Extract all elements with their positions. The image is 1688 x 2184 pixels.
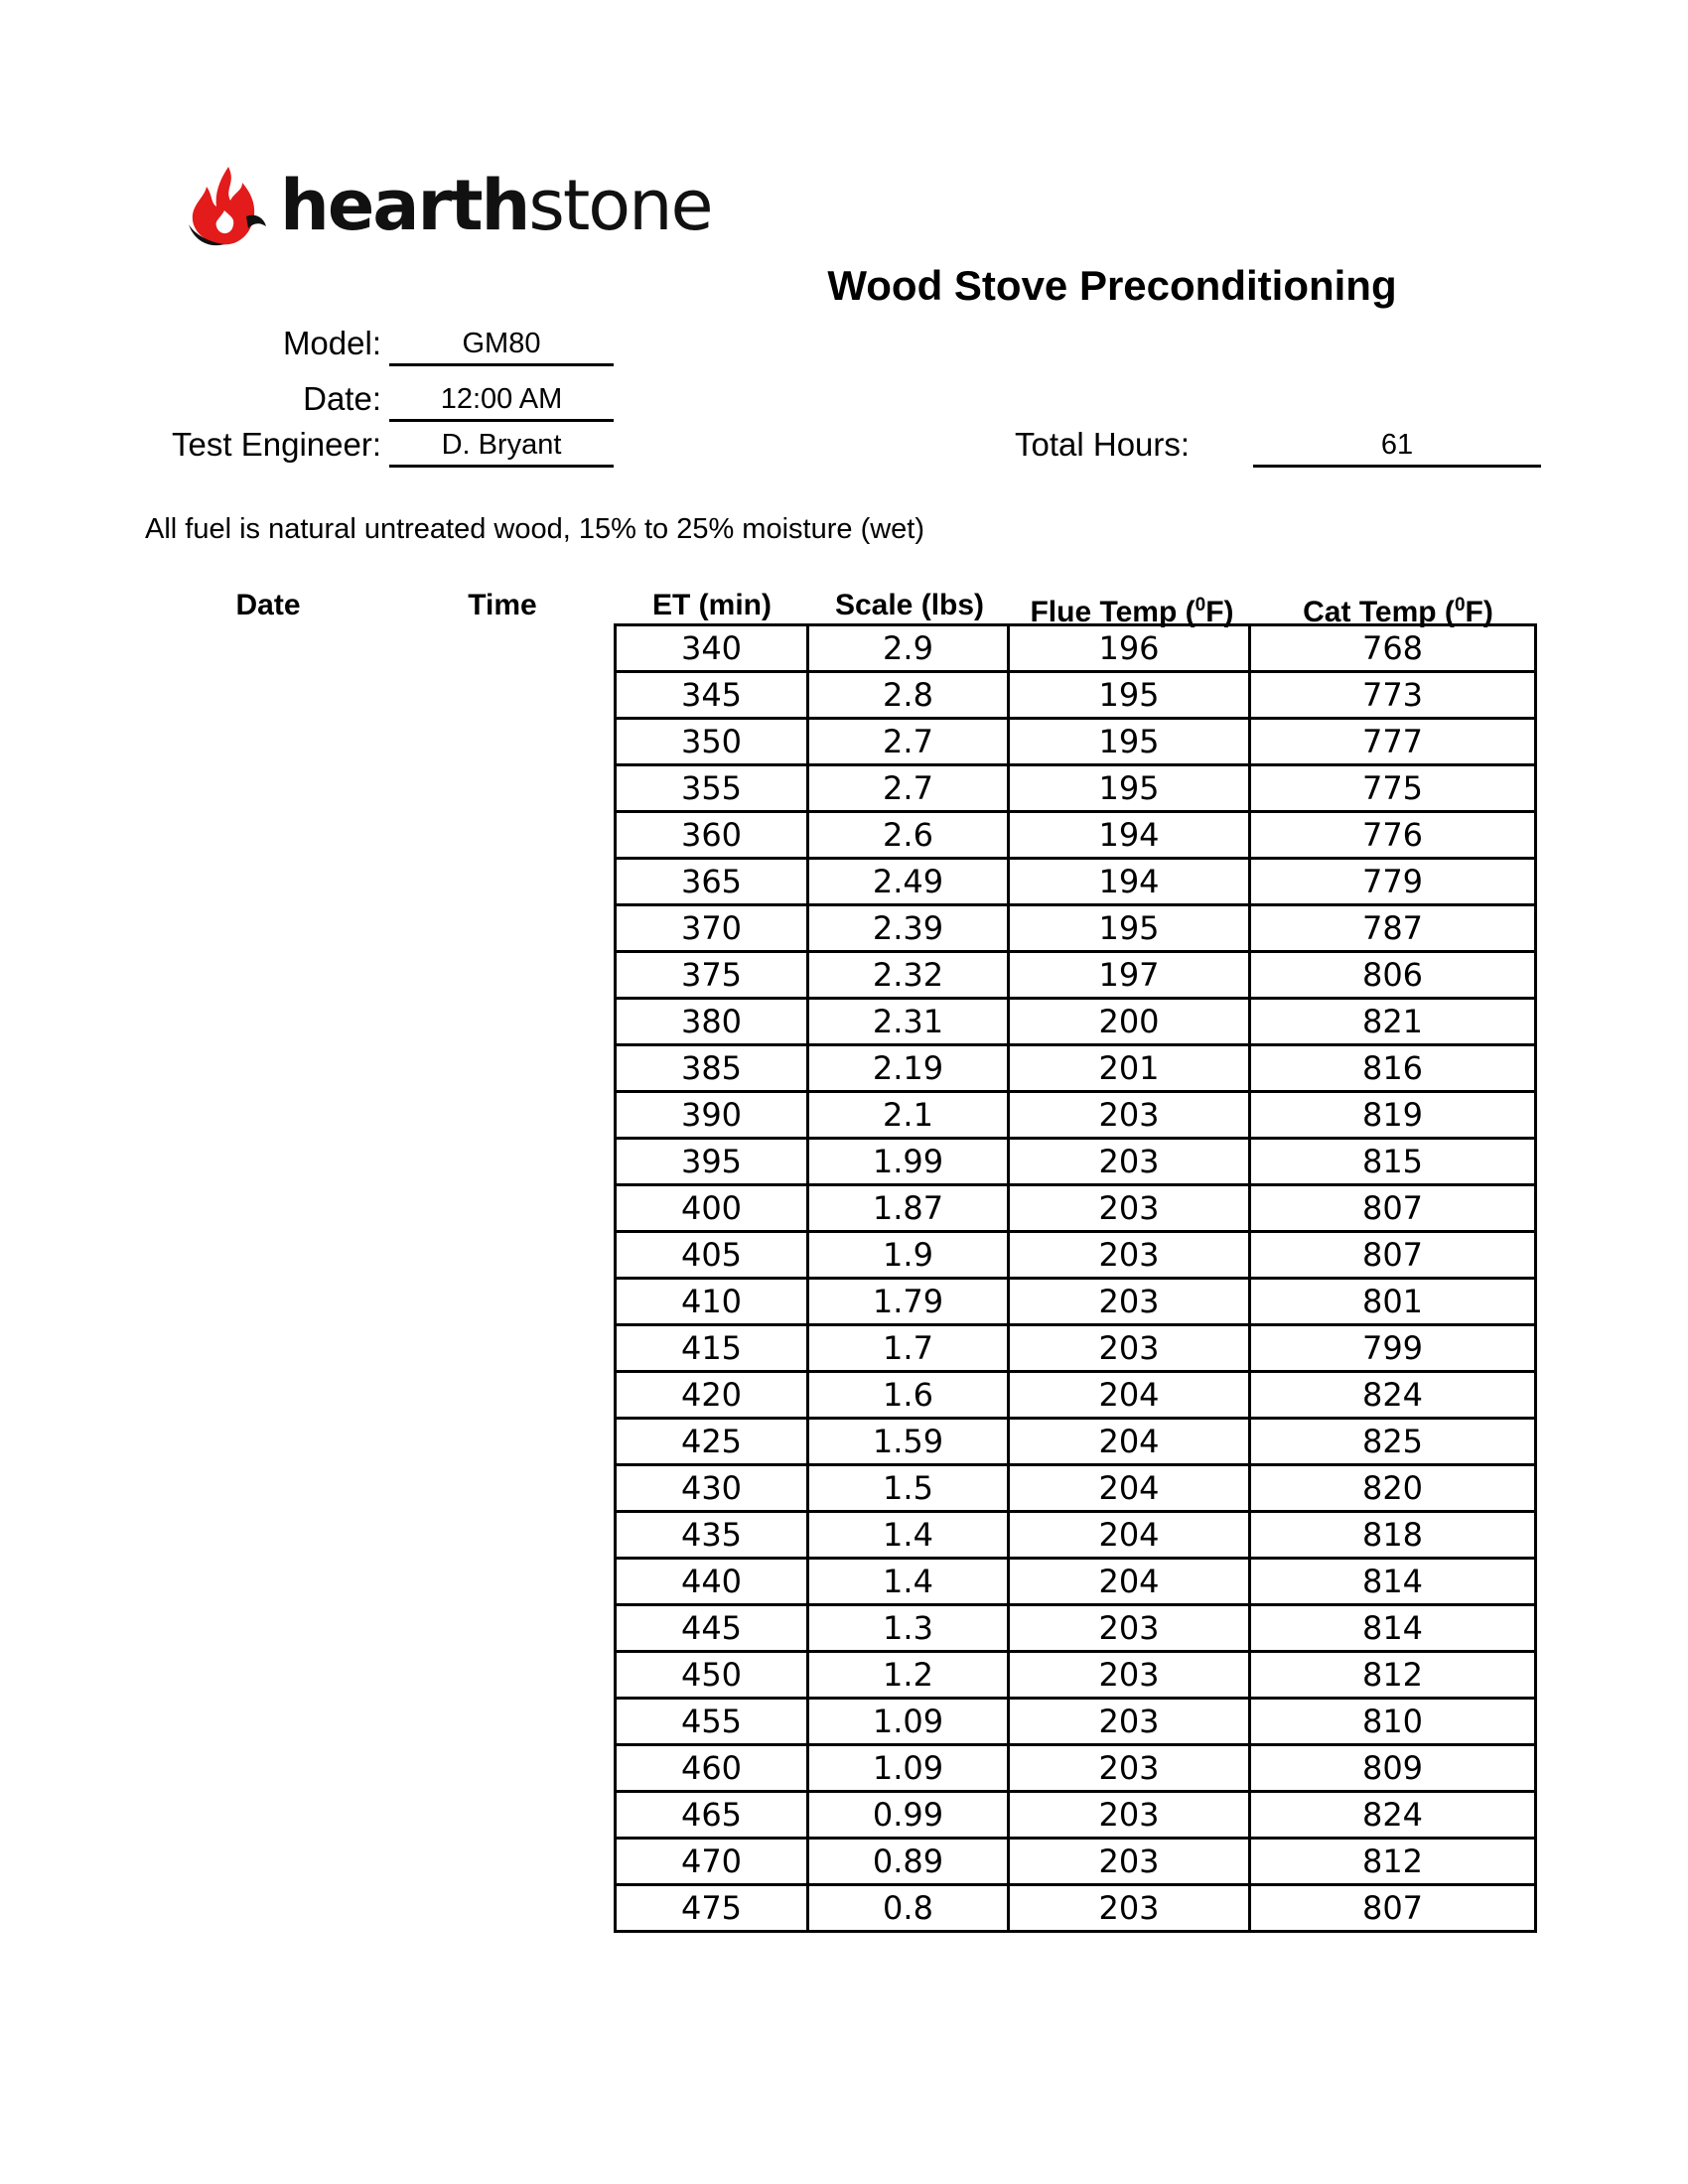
total-hours-label: Total Hours: bbox=[1015, 426, 1191, 463]
et-cell: 395 bbox=[616, 1139, 808, 1185]
scale-cell: 1.09 bbox=[808, 1699, 1009, 1745]
table-row bbox=[616, 1745, 1536, 1792]
et-cell: 345 bbox=[616, 672, 808, 719]
flue-temp-cell: 204 bbox=[1009, 1465, 1250, 1512]
et-cell: 355 bbox=[616, 765, 808, 812]
cat-temp-cell: 818 bbox=[1250, 1512, 1536, 1559]
scale-cell: 0.89 bbox=[808, 1839, 1009, 1885]
scale-cell: 2.7 bbox=[808, 765, 1009, 812]
cat-temp-cell: 806 bbox=[1250, 952, 1536, 999]
et-cell: 405 bbox=[616, 1232, 808, 1279]
cat-temp-cell: 773 bbox=[1250, 672, 1536, 719]
scale-cell: 1.4 bbox=[808, 1559, 1009, 1605]
table-row bbox=[616, 1885, 1536, 1932]
model-value: GM80 bbox=[389, 324, 614, 366]
flue-temp-cell: 201 bbox=[1009, 1045, 1250, 1092]
table-row bbox=[616, 1559, 1536, 1605]
scale-cell: 1.09 bbox=[808, 1745, 1009, 1792]
flue-temp-cell: 196 bbox=[1009, 625, 1250, 672]
table-row bbox=[616, 859, 1536, 905]
scale-cell: 1.87 bbox=[808, 1185, 1009, 1232]
scale-cell: 2.6 bbox=[808, 812, 1009, 859]
flue-temp-cell: 203 bbox=[1009, 1652, 1250, 1699]
et-cell: 350 bbox=[616, 719, 808, 765]
cat-temp-label: Cat Temp ( bbox=[1303, 596, 1455, 628]
flue-temp-cell: 203 bbox=[1009, 1885, 1250, 1932]
scale-cell: 2.19 bbox=[808, 1045, 1009, 1092]
table-row bbox=[616, 765, 1536, 812]
readings-table bbox=[614, 623, 1537, 1933]
cat-temp-cell: 810 bbox=[1250, 1699, 1536, 1745]
date-value: 12:00 AM bbox=[389, 379, 614, 422]
cat-temp-cell: 776 bbox=[1250, 812, 1536, 859]
scale-cell: 2.49 bbox=[808, 859, 1009, 905]
table-row bbox=[616, 1279, 1536, 1325]
et-cell: 415 bbox=[616, 1325, 808, 1372]
cat-temp-degree: 0 bbox=[1454, 595, 1466, 615]
col-header-scale: Scale (lbs) bbox=[834, 589, 985, 621]
flue-temp-cell: 204 bbox=[1009, 1512, 1250, 1559]
et-cell: 400 bbox=[616, 1185, 808, 1232]
table-row bbox=[616, 1185, 1536, 1232]
et-cell: 470 bbox=[616, 1839, 808, 1885]
table-row bbox=[616, 812, 1536, 859]
scale-cell: 1.59 bbox=[808, 1419, 1009, 1465]
col-header-et: ET (min) bbox=[652, 589, 772, 621]
flue-temp-label: Flue Temp ( bbox=[1030, 596, 1196, 628]
engineer-value: D. Bryant bbox=[389, 425, 614, 468]
table-row bbox=[616, 1419, 1536, 1465]
cat-temp-cell: 807 bbox=[1250, 1185, 1536, 1232]
et-cell: 380 bbox=[616, 999, 808, 1045]
flue-temp-cell: 203 bbox=[1009, 1092, 1250, 1139]
cat-temp-cell: 815 bbox=[1250, 1139, 1536, 1185]
col-header-time: Time bbox=[468, 589, 537, 621]
engineer-label: Test Engineer: bbox=[172, 426, 381, 463]
et-cell: 450 bbox=[616, 1652, 808, 1699]
cat-temp-cell: 777 bbox=[1250, 719, 1536, 765]
flue-temp-cell: 204 bbox=[1009, 1559, 1250, 1605]
et-cell: 440 bbox=[616, 1559, 808, 1605]
table-row bbox=[616, 625, 1536, 672]
cat-temp-cell: 768 bbox=[1250, 625, 1536, 672]
flue-temp-cell: 204 bbox=[1009, 1372, 1250, 1419]
flue-temp-cell: 203 bbox=[1009, 1232, 1250, 1279]
table-row bbox=[616, 999, 1536, 1045]
flue-temp-cell: 195 bbox=[1009, 765, 1250, 812]
table-row bbox=[616, 1652, 1536, 1699]
scale-cell: 1.99 bbox=[808, 1139, 1009, 1185]
cat-temp-cell: 812 bbox=[1250, 1839, 1536, 1885]
scale-cell: 1.9 bbox=[808, 1232, 1009, 1279]
et-cell: 375 bbox=[616, 952, 808, 999]
table-row bbox=[616, 1699, 1536, 1745]
scale-cell: 2.32 bbox=[808, 952, 1009, 999]
flue-temp-cell: 195 bbox=[1009, 905, 1250, 952]
table-row bbox=[616, 905, 1536, 952]
scale-cell: 2.31 bbox=[808, 999, 1009, 1045]
table-row bbox=[616, 1139, 1536, 1185]
brand-heavy-text: hearth bbox=[280, 165, 529, 246]
et-cell: 360 bbox=[616, 812, 808, 859]
cat-temp-cell: 824 bbox=[1250, 1792, 1536, 1839]
flue-temp-cell: 203 bbox=[1009, 1605, 1250, 1652]
table-row bbox=[616, 1325, 1536, 1372]
scale-cell: 2.39 bbox=[808, 905, 1009, 952]
et-cell: 425 bbox=[616, 1419, 808, 1465]
flue-temp-cell: 203 bbox=[1009, 1185, 1250, 1232]
cat-temp-cell: 825 bbox=[1250, 1419, 1536, 1465]
total-hours-value: 61 bbox=[1253, 425, 1541, 468]
scale-cell: 1.79 bbox=[808, 1279, 1009, 1325]
scale-cell: 1.4 bbox=[808, 1512, 1009, 1559]
et-cell: 365 bbox=[616, 859, 808, 905]
et-cell: 410 bbox=[616, 1279, 808, 1325]
flue-temp-cell: 200 bbox=[1009, 999, 1250, 1045]
table-row bbox=[616, 719, 1536, 765]
flue-temp-cell: 194 bbox=[1009, 859, 1250, 905]
flue-temp-cell: 203 bbox=[1009, 1325, 1250, 1372]
cat-temp-cell: 779 bbox=[1250, 859, 1536, 905]
brand-wordmark bbox=[280, 163, 712, 248]
flame-icon bbox=[185, 163, 274, 252]
page-title: Wood Stove Preconditioning bbox=[827, 262, 1397, 309]
table-row bbox=[616, 952, 1536, 999]
flue-temp-cell: 195 bbox=[1009, 672, 1250, 719]
flue-temp-cell: 203 bbox=[1009, 1139, 1250, 1185]
table-row bbox=[616, 672, 1536, 719]
et-cell: 385 bbox=[616, 1045, 808, 1092]
cat-temp-cell: 812 bbox=[1250, 1652, 1536, 1699]
table-row bbox=[616, 1045, 1536, 1092]
flue-temp-cell: 195 bbox=[1009, 719, 1250, 765]
table-row bbox=[616, 1465, 1536, 1512]
brand-light-text: stone bbox=[528, 165, 712, 246]
cat-temp-cell: 819 bbox=[1250, 1092, 1536, 1139]
et-cell: 475 bbox=[616, 1885, 808, 1932]
table-row bbox=[616, 1512, 1536, 1559]
scale-cell: 2.9 bbox=[808, 625, 1009, 672]
scale-cell: 2.1 bbox=[808, 1092, 1009, 1139]
table-row bbox=[616, 1839, 1536, 1885]
et-cell: 455 bbox=[616, 1699, 808, 1745]
table-row bbox=[616, 1372, 1536, 1419]
cat-temp-cell: 807 bbox=[1250, 1232, 1536, 1279]
table-row bbox=[616, 1092, 1536, 1139]
cat-temp-cell: 814 bbox=[1250, 1559, 1536, 1605]
cat-temp-cell: 816 bbox=[1250, 1045, 1536, 1092]
readings-table-body bbox=[616, 625, 1536, 1932]
flue-temp-cell: 197 bbox=[1009, 952, 1250, 999]
et-cell: 445 bbox=[616, 1605, 808, 1652]
scale-cell: 2.7 bbox=[808, 719, 1009, 765]
cat-temp-cell: 821 bbox=[1250, 999, 1536, 1045]
cat-temp-cell: 809 bbox=[1250, 1745, 1536, 1792]
date-label: Date: bbox=[303, 380, 381, 417]
cat-temp-cell: 820 bbox=[1250, 1465, 1536, 1512]
brand-logo bbox=[185, 163, 712, 252]
cat-temp-cell: 807 bbox=[1250, 1885, 1536, 1932]
flue-temp-unit: F) bbox=[1205, 596, 1234, 628]
flue-temp-cell: 203 bbox=[1009, 1792, 1250, 1839]
cat-temp-cell: 787 bbox=[1250, 905, 1536, 952]
col-header-date: Date bbox=[235, 589, 301, 621]
scale-cell: 1.5 bbox=[808, 1465, 1009, 1512]
flue-temp-degree: 0 bbox=[1195, 595, 1206, 615]
et-cell: 370 bbox=[616, 905, 808, 952]
et-cell: 460 bbox=[616, 1745, 808, 1792]
cat-temp-cell: 824 bbox=[1250, 1372, 1536, 1419]
flue-temp-cell: 203 bbox=[1009, 1839, 1250, 1885]
scale-cell: 2.8 bbox=[808, 672, 1009, 719]
flue-temp-cell: 203 bbox=[1009, 1279, 1250, 1325]
cat-temp-cell: 775 bbox=[1250, 765, 1536, 812]
flue-temp-cell: 194 bbox=[1009, 812, 1250, 859]
fuel-note: All fuel is natural untreated wood, 15% to 25% moisture (wet) bbox=[145, 513, 925, 545]
cat-temp-unit: F) bbox=[1465, 596, 1493, 628]
et-cell: 420 bbox=[616, 1372, 808, 1419]
et-cell: 430 bbox=[616, 1465, 808, 1512]
flue-temp-cell: 203 bbox=[1009, 1699, 1250, 1745]
cat-temp-cell: 814 bbox=[1250, 1605, 1536, 1652]
et-cell: 390 bbox=[616, 1092, 808, 1139]
flue-temp-cell: 204 bbox=[1009, 1419, 1250, 1465]
cat-temp-cell: 799 bbox=[1250, 1325, 1536, 1372]
model-label: Model: bbox=[282, 325, 381, 361]
table-row bbox=[616, 1232, 1536, 1279]
scale-cell: 1.7 bbox=[808, 1325, 1009, 1372]
table-row bbox=[616, 1792, 1536, 1839]
et-cell: 340 bbox=[616, 625, 808, 672]
flue-temp-cell: 203 bbox=[1009, 1745, 1250, 1792]
scale-cell: 1.6 bbox=[808, 1372, 1009, 1419]
et-cell: 465 bbox=[616, 1792, 808, 1839]
et-cell: 435 bbox=[616, 1512, 808, 1559]
scale-cell: 1.2 bbox=[808, 1652, 1009, 1699]
scale-cell: 0.99 bbox=[808, 1792, 1009, 1839]
scale-cell: 1.3 bbox=[808, 1605, 1009, 1652]
cat-temp-cell: 801 bbox=[1250, 1279, 1536, 1325]
scale-cell: 0.8 bbox=[808, 1885, 1009, 1932]
table-row bbox=[616, 1605, 1536, 1652]
